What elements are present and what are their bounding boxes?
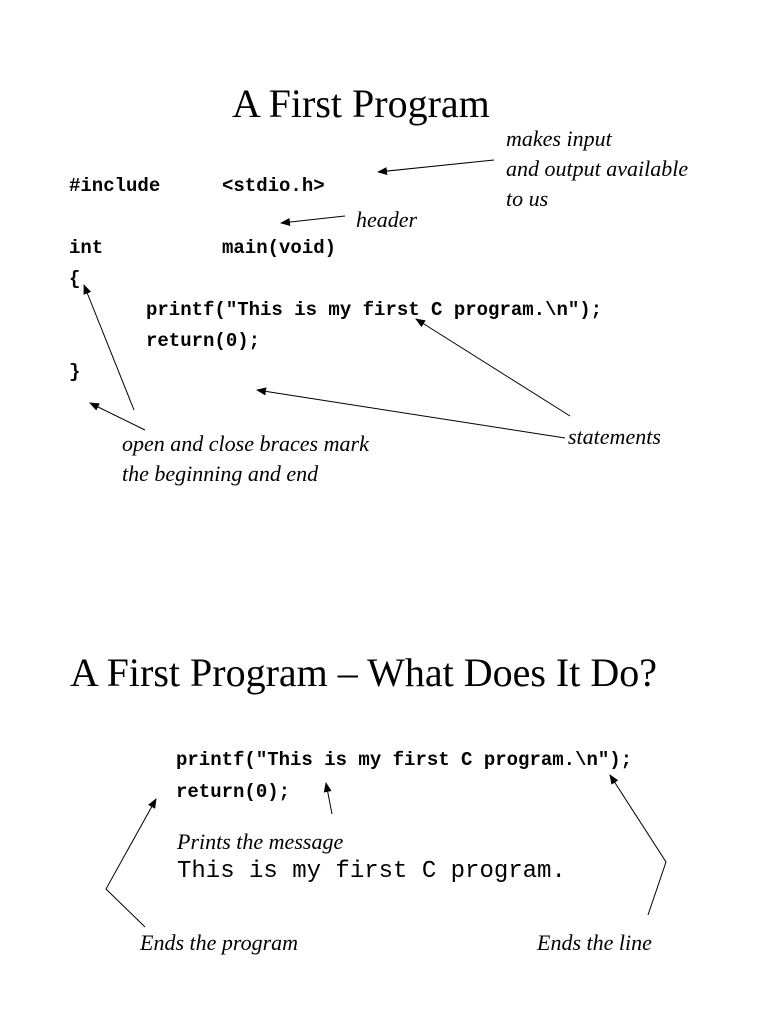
statements-annotation: statements [568, 424, 661, 449]
printf-statement: printf("This is my first C program.\n"); [146, 299, 603, 321]
return-statement-2: return(0); [176, 781, 291, 803]
arrow-to-newline [610, 775, 666, 915]
return-statement: return(0); [146, 330, 261, 352]
return-type: int [69, 237, 104, 259]
ends-line-annotation: Ends the line [537, 930, 652, 955]
slide1-title: A First Program [232, 81, 490, 126]
io-annotation-line: makes input [506, 126, 612, 151]
arrow-to-open-brace [84, 285, 134, 410]
open-brace: { [69, 268, 81, 290]
io-annotation-line: to us [506, 186, 549, 211]
braces-annotation-line: the beginning and end [122, 461, 319, 486]
arrow-to-return [257, 390, 565, 438]
arrow-to-semicolon [326, 783, 332, 814]
arrow-to-printf [416, 319, 570, 416]
include-header: <stdio.h> [222, 175, 325, 197]
ends-program-annotation: Ends the program [140, 930, 299, 955]
arrow-to-close-brace [90, 403, 145, 430]
slide2-title: A First Program – What Does It Do? [70, 650, 657, 695]
io-annotation-line: and output available [506, 156, 689, 181]
prints-message-annotation: Prints the message [177, 829, 344, 854]
program-output-text: This is my first C program. [177, 858, 566, 885]
printf-statement-2: printf("This is my first C program.\n"); [176, 749, 633, 771]
include-directive: #include [69, 175, 161, 197]
close-brace: } [69, 361, 81, 383]
arrow-to-return-2 [106, 799, 156, 927]
arrow-to-stdio [378, 160, 494, 172]
header-annotation: header [356, 207, 418, 232]
braces-annotation-line: open and close braces mark [122, 431, 369, 456]
main-signature: main(void) [222, 237, 337, 259]
arrow-to-header [281, 216, 345, 223]
